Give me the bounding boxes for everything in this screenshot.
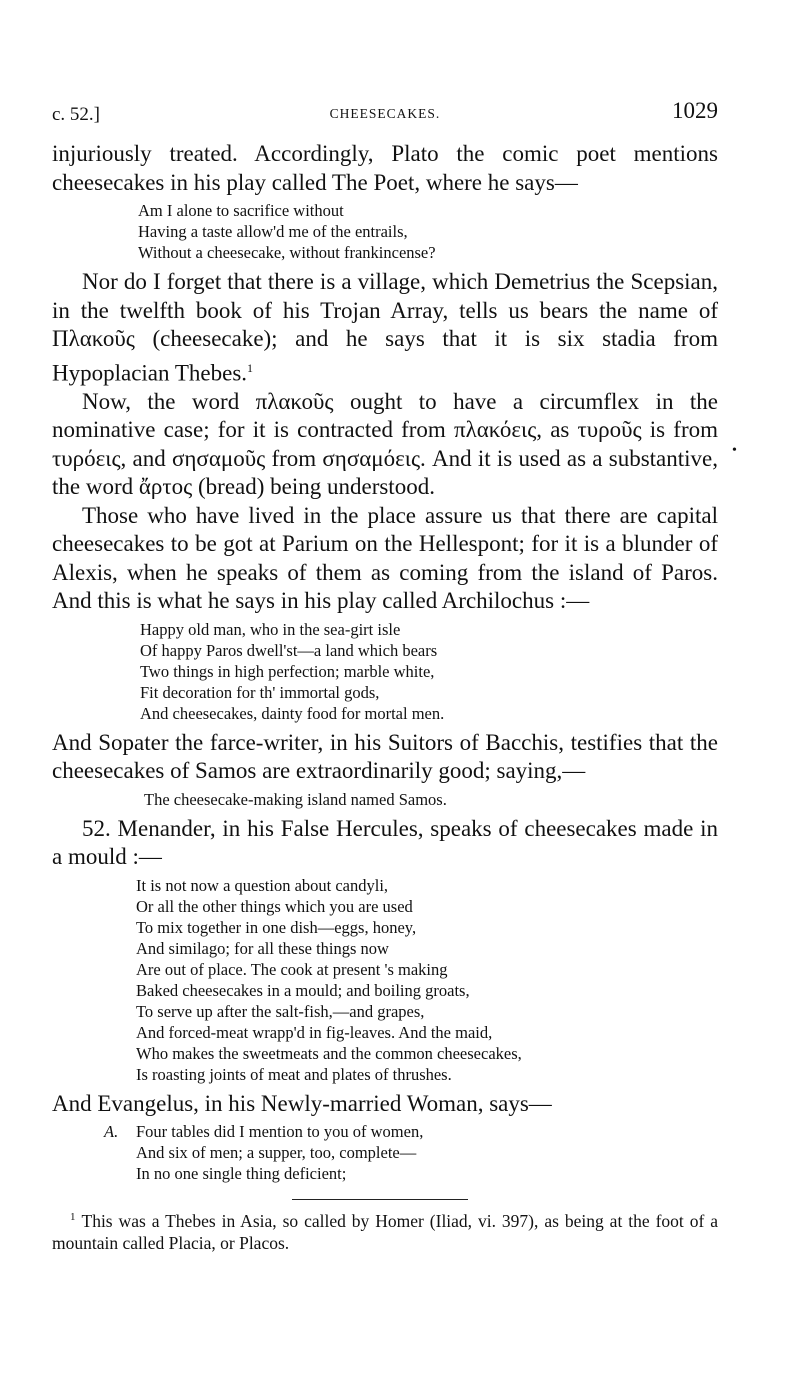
footnote-divider [292,1199,468,1200]
verse-line: Two things in high perfection; marble white, [140,661,435,681]
verse-line: Fit decoration for th' immortal gods, [140,682,380,702]
footnote [52,1206,718,1254]
paragraph-plato: injuriously treated. Accordingly, Plato the comic poet mentions cheesecakes in his play called The Poet, where he says— [52,141,718,195]
section-reference: c. 52.] [52,104,101,125]
paragraph-parium: Those who have lived in the place assure us that there are capital cheesecakes to be got at Parium on the Hellespont; for it is a blunder of Alexis, when he speaks of them as coming from the island of Paros. And this is what he says in his play called Archilochus :— [52,502,718,614]
footnote-text: This was a Thebes in Asia, so called by Homer (Iliad, vi. 397), as being at the foot of a mountain called Placia, or Placos. [52,1210,718,1253]
verse-line [104,1121,718,1142]
footnote-reference: 1 [247,360,254,375]
verse-line: Who makes the sweetmeats and the common cheesecakes, [136,1043,522,1063]
margin-mark: • [732,443,737,458]
page-number: 1029 [672,98,718,123]
verse-line: And similago; for all these things now [136,938,389,958]
verse-line: Happy old man, who in the sea-girt isle [140,619,401,639]
verse-evangelus [52,1121,718,1184]
verse-line: Are out of place. The cook at present 's making [136,959,448,979]
verse-line: And six of men; a supper, too, complete— [136,1143,417,1163]
book-page [52,96,718,1254]
verse-menander [52,875,718,1085]
verse-line: In no one single thing deficient; [136,1164,347,1184]
verse-line: The cheesecake-making island named Samos. [144,789,447,809]
verse-line: Baked cheesecakes in a mould; and boiling groats, [136,980,470,1000]
verse-line: Of happy Paros dwell'st—a land which bears [140,640,438,660]
verse-line: It is not now a question about candyli, [136,875,389,895]
running-title: CHEESECAKES. [329,106,441,121]
verse-line: Having a taste allow'd me of the entrails, [138,222,408,241]
footnote-mark: 1 [70,1211,76,1224]
verse-line: To serve up after the salt-fish,—and grapes, [136,1001,425,1021]
verse-line: To mix together in one dish—eggs, honey, [136,917,417,937]
verse-line: Without a cheesecake, without frankincense? [138,243,436,262]
verse-line: Or all the other things which you are used [136,896,413,916]
verse-line: Am I alone to sacrifice without [138,201,344,220]
paragraph-demetrius [52,268,718,388]
verse-alexis [52,619,718,724]
running-header [52,96,718,140]
verse-line: And forced-meat wrapp'd in fig-leaves. And the maid, [136,1022,493,1042]
verse-line-text: Four tables did I mention to you of women, [136,1122,424,1142]
paragraph-text: Nor do I forget that there is a village, which Demetrius the Scepsian, in the twelfth book of his Trojan Array, tells us bears the name of Πλακοῦς (cheesecake); and he says that it is six stadia from Hypoplacian Thebes. [52,269,718,386]
verse-line: Is roasting joints of meat and plates of thrushes. [136,1064,452,1084]
verse-plato [52,200,718,263]
paragraph-sopater: And Sopater the farce-writer, in his Suitors of Bacchis, testifies that the cheesecakes of Samos are extraordinarily good; saying,— [52,729,718,784]
verse-sopater [52,789,718,810]
speaker-label: A. [104,1122,119,1142]
paragraph-menander: 52. Menander, in his False Hercules, speaks of cheesecakes made in a mould :— [52,815,718,870]
paragraph-circumflex: Now, the word πλακοῦς ought to have a circumflex in the nominative case; for it is contracted from πλακόεις, as τυροῦς is from τυρόεις, and σησαμοῦς from σησαμόεις. And it is used as a substantive, the word ἄρτος (bread) being understood. [52,388,718,500]
paragraph-evangelus: And Evangelus, in his Newly-married Woman, says— [52,1090,552,1116]
verse-line: And cheesecakes, dainty food for mortal men. [140,703,445,723]
